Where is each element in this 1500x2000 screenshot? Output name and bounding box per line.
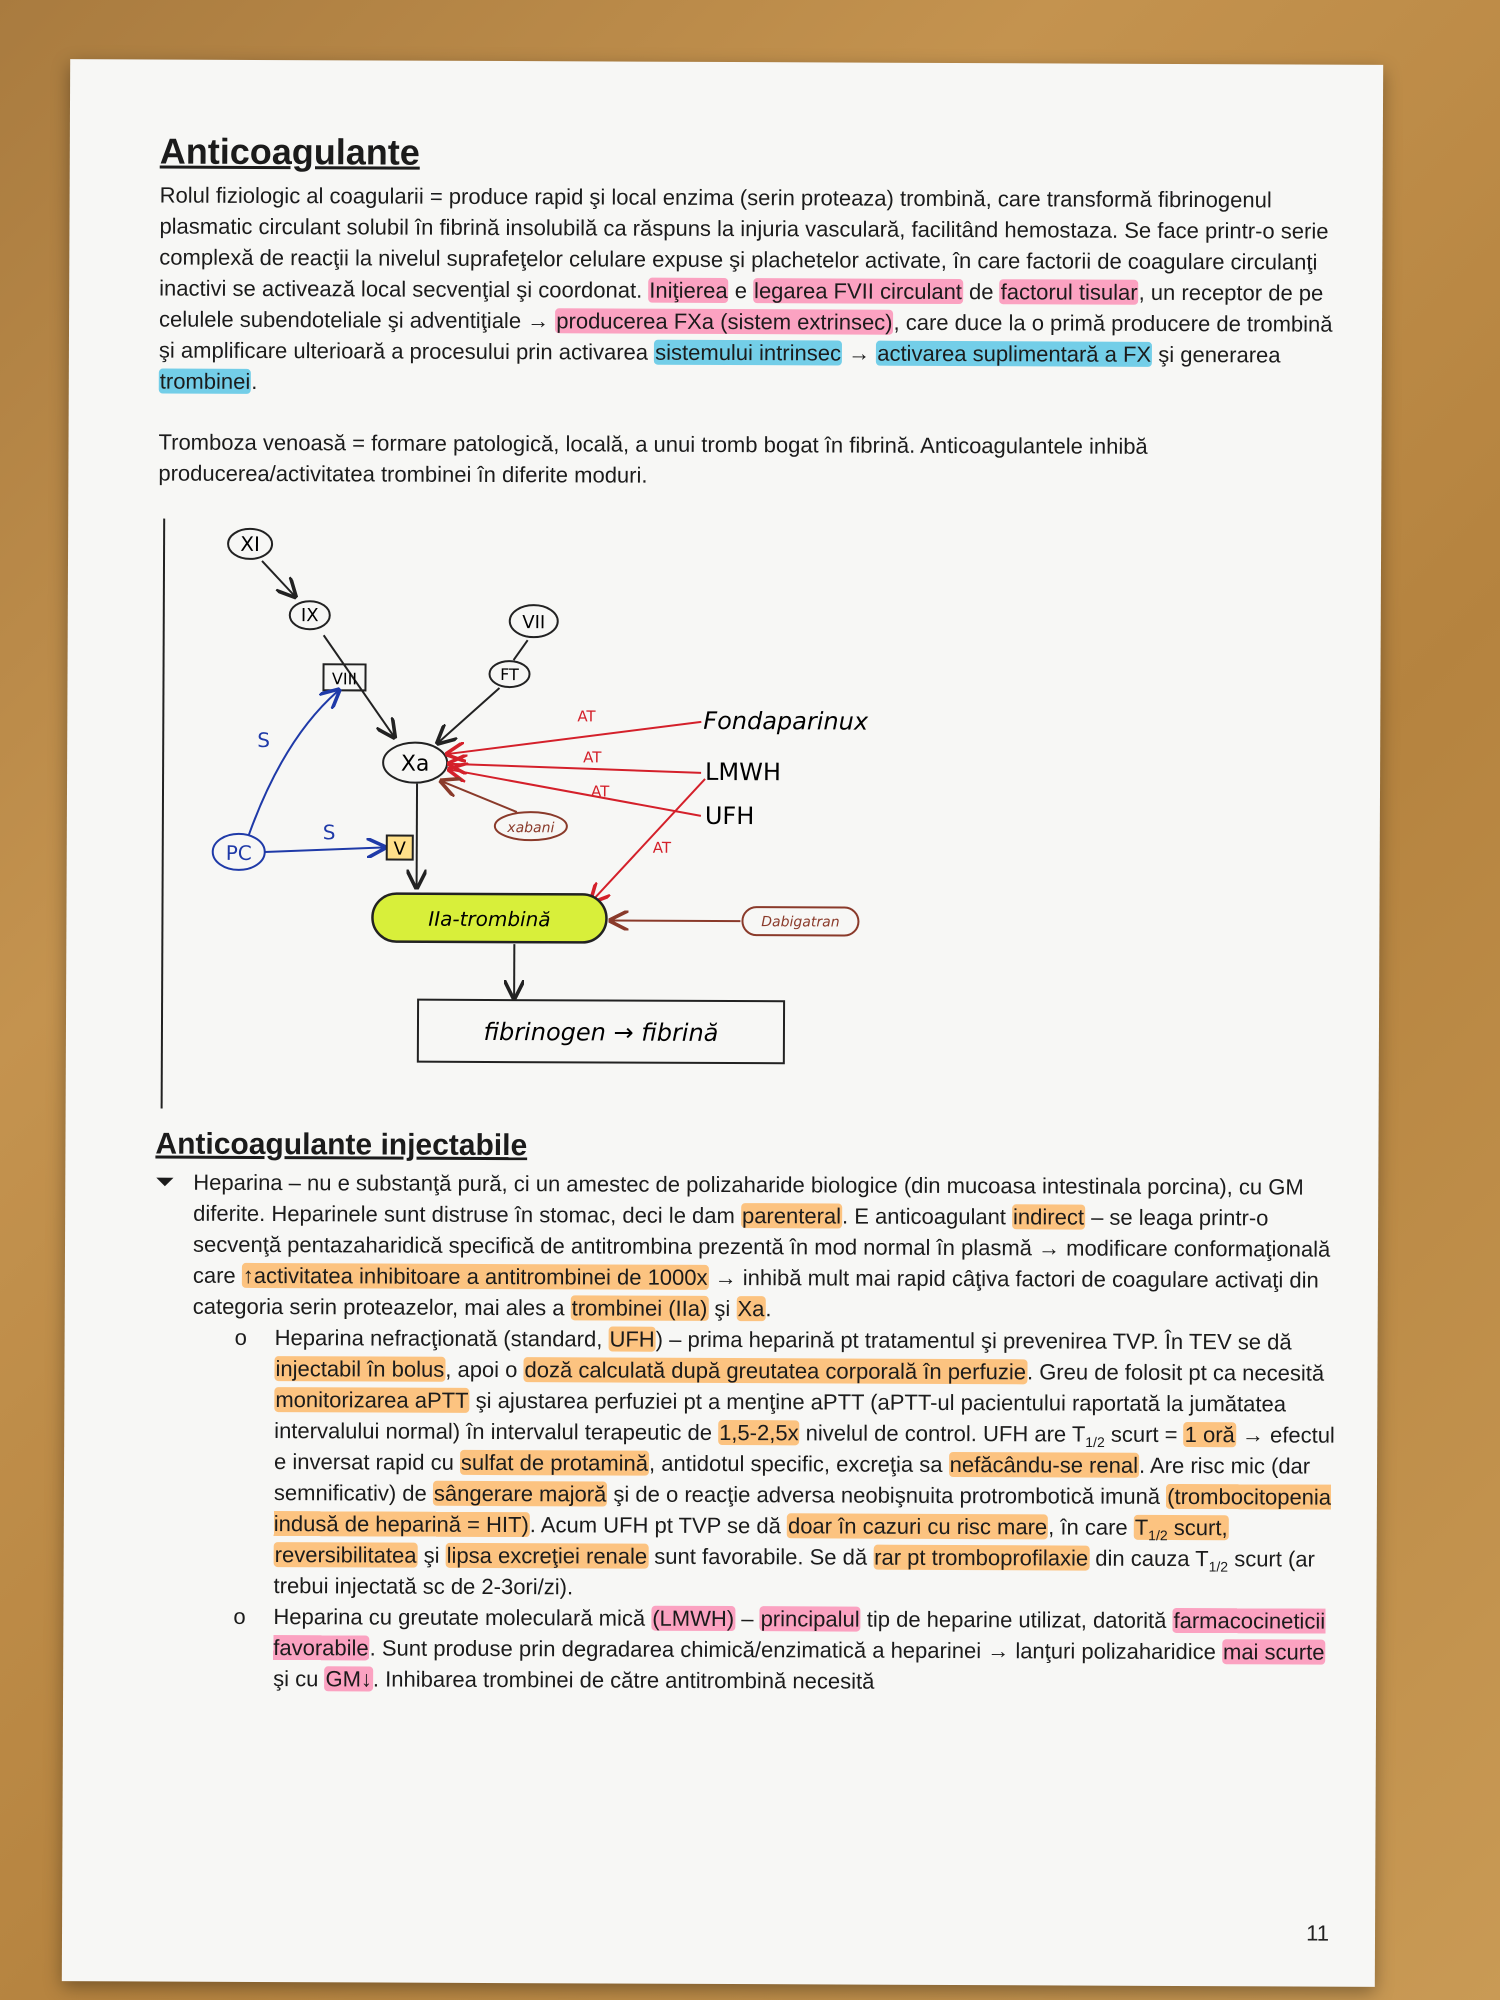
label-lmwh: LMWH — [705, 757, 782, 787]
highlight-lipsa: lipsa excreţiei renale — [446, 1542, 648, 1569]
subscript-half: 1/2 — [1208, 1558, 1229, 1575]
highlight-initierea: Iniţierea — [649, 277, 728, 304]
page-number: 11 — [1306, 1920, 1330, 1946]
intro-text: Rolul fiziologic al coagularii = produce rapid şi local enzima (serin proteaza) trombină, care transformă fibrinogenul plasmatic circulant solubil în fibrină insolubilă ca răspuns la injuria vasculară, facilitând hemostaza. Se face printr-o serie complexă de reacţii la nivelul suprafeţelor celulare expuse şi plachetelor activate, în care factorii de coagulare circulanţi inactivi se activează local secvenţial şi coordonat. — [159, 182, 1329, 303]
highlight-xa: Xa — [737, 1296, 765, 1322]
arrow-fondaparinux-xa — [449, 721, 701, 755]
highlight-hit: (trombocitopenia indusă de heparină = HIT) — [273, 1483, 1332, 1538]
highlight-bolus: injectabil în bolus — [275, 1356, 445, 1382]
document-content — [153, 130, 1350, 1699]
highlight-risc: doar în cazuri cu risc mare — [787, 1513, 1048, 1540]
text: din cauza T — [1089, 1545, 1209, 1572]
text: . Are risc mic (dar semnificativ) de — [273, 1452, 1311, 1506]
text: scurt = — [1104, 1421, 1184, 1448]
label-xi: XI — [240, 531, 260, 556]
label-v: V — [393, 838, 406, 860]
text: . — [765, 1296, 772, 1322]
intro-text: şi generarea — [1152, 341, 1281, 368]
text: , apoi o — [445, 1356, 524, 1383]
text: şi cu — [273, 1666, 325, 1692]
page-title: Anticoagulante — [159, 130, 420, 173]
intro-paragraph — [159, 180, 1350, 402]
tromboza-paragraph: Tromboza venoasă = formare patologică, locală, a unui tromb bogat în fibrină. Anticoagulantele inhibă producerea/activitatea trombinei în diferite moduri. — [158, 429, 1148, 488]
label-at-4: AT — [652, 838, 672, 857]
arrow-ufh-xa — [451, 770, 701, 816]
text: – se leaga printr-o secvenţă pentazaharidică specifică de antitrombina prezentă în mod normal în plasmă → modificare conformaţională care — [192, 1204, 1331, 1288]
text: Heparina – nu e substanţă pură, ci un amestec de polizaharide biologice (din mucoasa intestinala porcina), cu GM diferite. Heparinele sunt distruse în stomac, deci le dam — [193, 1169, 1304, 1229]
intro-text: , un receptor de pe celulele subendoteliale şi adventiţiale → — [159, 279, 1324, 334]
label-ufh: UFH — [704, 801, 755, 831]
highlight-parenteral: parenteral — [741, 1203, 842, 1229]
text: . Greu de folosit pt ca necesită — [1026, 1359, 1325, 1386]
text: şi de o reacţie adversa neobişnuita protrombotică imună — [607, 1481, 1167, 1509]
highlight-trombinei-iia: trombinei (IIa) — [571, 1295, 708, 1321]
text: . Sunt produse prin degradarea chimică/enzimatică a heparinei → lanţuri polizaharidice — [369, 1635, 1223, 1665]
arrow-xi-ix — [262, 561, 294, 595]
text: şi — [417, 1542, 446, 1568]
text: Heparina cu greutate moleculară mică — [273, 1604, 652, 1631]
heparina-paragraph — [193, 1167, 1346, 1327]
highlight-suplimentara: activarea suplimentară a FX — [877, 340, 1152, 367]
highlight-indirect: indirect — [1013, 1204, 1085, 1230]
highlight-range: 1,5-2,5x — [719, 1419, 799, 1446]
highlight-rar: rar pt tromboprofilaxie — [874, 1544, 1089, 1571]
label-dabigatran: Dabigatran — [761, 914, 840, 931]
text: . Inhibarea trombinei de către antitrombină necesită — [372, 1666, 875, 1694]
arrow-lmwh-trombina — [590, 778, 706, 900]
intro-text: de — [962, 279, 1000, 305]
intro-text: . — [251, 368, 258, 394]
highlight-farmaco: farmacocineticii favorabile — [273, 1607, 1326, 1661]
text: sunt favorabile. Se dă — [648, 1543, 874, 1570]
highlight-legarea: legarea FVII circulant — [754, 278, 963, 305]
highlight-ufh: UFH — [609, 1326, 655, 1352]
intro-text: , care duce la o primă producere de trombină şi amplificare ulterioară a procesului prin activarea — [158, 309, 1333, 365]
highlight-producerea: producerea FXa (sistem extrinsec) — [556, 308, 893, 335]
coagulation-diagram — [142, 508, 1335, 1113]
label-fondaparinux: Fondaparinux — [703, 706, 869, 736]
highlight-factorul: factorul tisular — [1000, 279, 1138, 305]
label-vii: VII — [522, 612, 546, 634]
label-xa: Xa — [400, 751, 430, 777]
highlight-t12 — [1134, 1514, 1229, 1544]
paper-page — [62, 59, 1383, 1987]
highlight-doza: doză calculată după greutatea corporală în perfuzie — [524, 1357, 1027, 1385]
list-item-heparina — [155, 1167, 1346, 1327]
arrow-dabigatran-trombina — [612, 921, 740, 922]
highlight-aptt: monitorizarea aPTT — [275, 1387, 469, 1413]
highlight-reversibil: reversibilitatea — [274, 1542, 417, 1568]
arrow-pc-v — [265, 847, 383, 853]
label-at-3: AT — [590, 782, 610, 801]
margin-line — [162, 519, 165, 1109]
highlight-intrinsec: sistemului intrinsec — [655, 339, 842, 366]
section-title-injectabile: Anticoagulante injectabile — [155, 1127, 528, 1163]
text: , în care — [1048, 1514, 1134, 1540]
label-s-upper: S — [257, 727, 270, 753]
highlight-gm: GM↓ — [325, 1666, 373, 1692]
label-at-1: AT — [577, 707, 596, 726]
text: → inhibă mult mai rapid câţiva factori de coagulare activaţi din categoria serin proteazelor, mai ales a — [192, 1264, 1319, 1321]
text: , antidotul specific, excreţia sa — [649, 1450, 949, 1477]
coagulation-diagram-svg — [142, 508, 1335, 1113]
highlight-protamina: sulfat de protamină — [460, 1449, 649, 1476]
circle-bullet-icon: o — [233, 1603, 246, 1629]
label-s-lower: S — [322, 820, 336, 845]
highlight-renal: nefăcându-se renal — [949, 1451, 1139, 1478]
text: → efectul e inversat rapid cu — [274, 1422, 1335, 1475]
arrow-bullet-icon: ⏷ — [155, 1168, 175, 1196]
text: şi — [708, 1295, 737, 1322]
highlight-ora: 1 oră — [1184, 1422, 1235, 1448]
highlight-activitatea: ↑activitatea inhibitoare a antitrombinei de 1000x — [242, 1262, 708, 1290]
intro-text: e — [728, 278, 754, 304]
circle-bullet-icon: o — [234, 1324, 247, 1350]
label-pc: PC — [225, 840, 252, 865]
label-xabani: xabani — [507, 820, 555, 837]
label-trombina: IIa-trombină — [428, 906, 551, 932]
text: ) – prima heparină pt tratamentul şi prevenirea TVP. În TEV se dă — [655, 1326, 1292, 1355]
label-viii: VIII — [331, 669, 358, 689]
text: scurt, — [1167, 1514, 1228, 1541]
highlight-scurte: mai scurte — [1222, 1639, 1325, 1665]
highlight-sangerare: sângerare majoră — [433, 1480, 607, 1507]
ufh-paragraph — [273, 1322, 1344, 1606]
text: nivelul de control. UFH are T — [799, 1420, 1086, 1447]
arrow-pc-viii — [249, 691, 338, 835]
text: Heparina nefracţionată (standard, — [274, 1325, 609, 1352]
arrow-ft-xa — [439, 688, 499, 742]
label-fibrinogen: fibrinogen → fibrină — [483, 1017, 719, 1047]
highlight-principalul: principalul — [760, 1606, 860, 1632]
text: scurt (ar trebui injectată sc de 2-3ori/zi). — [273, 1546, 1315, 1600]
highlight-trombinei: trombinei — [159, 368, 251, 394]
list-item-ufh — [153, 1322, 1344, 1606]
label-at-2: AT — [583, 748, 602, 767]
label-ix: IX — [300, 605, 319, 627]
list-item-lmwh — [153, 1601, 1343, 1699]
arrow-xabani-xa — [443, 782, 517, 812]
lmwh-paragraph — [273, 1601, 1343, 1699]
highlight-lmwh: (LMWH) — [652, 1605, 735, 1632]
subscript-half: 1/2 — [1148, 1527, 1168, 1544]
text: şi ajustarea perfuziei pt a menţine aPTT (aPTT-ul pacientului raportată la jumătatea intervalului normal) în intervalul terapeutic de — [274, 1387, 1287, 1445]
arrow-lmwh-xa — [451, 764, 701, 773]
subscript-half: 1/2 — [1085, 1433, 1105, 1451]
label-ft: FT — [500, 665, 519, 685]
text: tip de heparine utilizat, datorită — [860, 1606, 1173, 1633]
line-vii-ft — [514, 640, 528, 660]
text: T — [1134, 1514, 1149, 1540]
text: . Acum UFH pt TVP se dă — [529, 1512, 788, 1539]
text: – — [735, 1606, 760, 1632]
text: . E anticoagulant — [842, 1203, 1013, 1230]
intro-text: → — [841, 340, 877, 366]
